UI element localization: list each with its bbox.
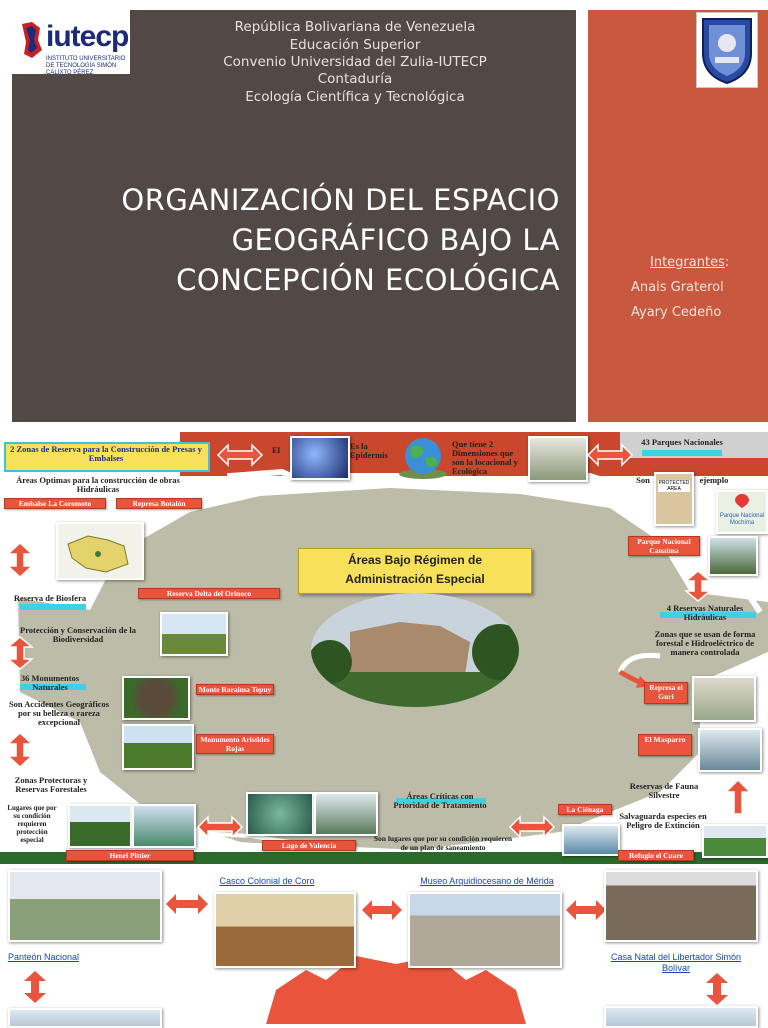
roraima-photo <box>122 676 190 720</box>
member-1: Anais Graterol <box>631 280 724 295</box>
slide-title <box>0 0 768 430</box>
embalse-tag: Embalse La Coromoto <box>4 498 106 509</box>
header-line-4: Contaduría <box>317 71 393 87</box>
valencia-photo-2 <box>314 792 378 836</box>
cienaga-photo <box>562 824 620 856</box>
areas-optimas-label: Áreas Optimas para la construcción de obras Hidráulicas <box>16 475 180 494</box>
double-arrow-icon <box>564 898 608 922</box>
aristides-tag: Monumento Aristides Rojas <box>196 734 274 754</box>
earth-globe-icon <box>396 434 450 480</box>
cuare-tag: Refugio el Cuare <box>618 850 694 861</box>
map-label: Parque Nacional Mochima <box>719 513 765 526</box>
logo-subtext: INSTITUTO UNIVERSITARIO DE TECNOLOGÍA SIMÓN CALIXTO PÉREZ <box>46 56 126 76</box>
link-casco-coro[interactable]: Casco Colonial de Coro <box>219 876 315 886</box>
slide-mindmap <box>0 432 768 864</box>
el-label: El <box>271 445 281 455</box>
pittier-photo-1 <box>68 804 132 848</box>
panteon-photo <box>604 870 758 942</box>
title-line-1: ORGANIZACIÓN DEL ESPACIO <box>121 183 560 217</box>
reservas-hidraulicas-label: 4 Reservas Naturales Hidráulicas <box>666 603 744 622</box>
integrantes-heading <box>650 255 729 270</box>
vertical-double-arrow-icon <box>22 970 48 1004</box>
cienaga-tag: La Ciénaga <box>558 804 612 815</box>
logo-wordmark: iutecp <box>46 20 129 53</box>
sign-text: PROTECTED AREA <box>658 480 690 492</box>
zonas-protectoras-label: Zonas Protectoras y Reservas Forestales <box>14 775 88 794</box>
title-line-3: CONCEPCIÓN ECOLÓGICA <box>176 263 560 297</box>
title-line-2: GEOGRÁFICO BAJO LA <box>231 223 560 257</box>
map-icon <box>58 524 142 578</box>
casa-natal-photo <box>8 870 162 942</box>
header-line-3: Convenio Universidad del Zulia-IUTECP <box>223 54 487 70</box>
zonas-reserva-label: 2 Zonas de Reserva para la Construcción de Presas y Embalses <box>10 444 202 463</box>
zonas-uso-label: Zonas que se usan de forma forestal e Hidroeléctrico de manera controlada <box>654 629 756 657</box>
double-arrow-icon <box>196 814 244 840</box>
parques-highlight <box>642 450 722 456</box>
iutecp-logo-mark-icon <box>18 20 44 60</box>
masparro-photo <box>698 728 762 772</box>
aristides-photo <box>122 724 194 770</box>
delta-tag: Reserva Delta del Orinoco <box>138 588 280 599</box>
valencia-tag: Lago de Valencia <box>262 840 356 851</box>
corner-arrow-icon <box>724 778 752 816</box>
integrantes-colon: : <box>724 255 730 270</box>
vertical-double-arrow-icon <box>6 542 34 578</box>
guri-photo <box>692 676 756 722</box>
areas-criticas-label: Áreas Críticas con Prioridad de Tratamiento <box>393 791 487 810</box>
header-line-2: Educación Superior <box>289 37 421 53</box>
mochima-map <box>716 490 768 534</box>
slide-heritage <box>0 866 768 1024</box>
galaxy-photo <box>290 436 350 480</box>
monumentos-label: 36 Monumentos Naturales <box>20 673 80 692</box>
accidentes-label: Son Accidentes Geográficos por su belleza o rareza excepcional <box>8 699 110 727</box>
reserva-biosfera-label: Reserva de Biosfera <box>13 593 87 603</box>
casa-natal-line-1: Casa Natal del Libertador Simón <box>610 952 742 962</box>
iutecp-logo <box>12 10 130 74</box>
link-museo-merida[interactable]: Museo Arquidiocesano de Mérida <box>420 876 554 886</box>
venezuela-map-photo <box>56 522 144 580</box>
roraima-tag: Monte Roraima Tepuy <box>196 684 274 695</box>
ejemplo-label: ejemplo <box>699 475 729 485</box>
fauna-label: Reservas de Fauna Silvestre <box>629 781 699 800</box>
es-la-label: Es la Epidermis <box>350 441 388 460</box>
header-line-1: República Bolivariana de Venezuela <box>234 19 476 35</box>
member-2: Ayary Cedeño <box>631 305 722 320</box>
map-pin-icon <box>718 492 766 508</box>
landscape-photo <box>528 436 588 482</box>
center-title-box <box>298 548 532 594</box>
link-panteon[interactable]: Panteón Nacional <box>8 952 80 962</box>
university-seal <box>696 12 758 88</box>
coro-photo <box>214 892 356 968</box>
double-arrow-icon <box>360 898 404 922</box>
bottom-right-photo <box>604 1006 758 1028</box>
double-arrow-icon <box>586 442 634 468</box>
center-title-line-2: Administración Especial <box>345 572 485 586</box>
bottom-left-photo <box>8 1008 162 1028</box>
lugares-label: Lugares que por su condición requieren protección especial <box>7 804 57 844</box>
cuare-photo <box>702 824 768 858</box>
valencia-photo-1 <box>246 792 314 836</box>
canaima-photo <box>708 536 758 576</box>
masparro-tag: El Masparro <box>638 734 692 756</box>
guri-tag: Represa el Guri <box>644 682 688 704</box>
double-arrow-icon <box>508 814 556 840</box>
que-tiene-label: Que tiene 2 Dimensiones que son la locacional y Ecológica <box>452 439 518 476</box>
saneamiento-label: Son lugares que por su condición requieren de un plan de saneamiento <box>373 834 513 852</box>
double-arrow-icon <box>164 892 210 916</box>
canaima-tag: Parque Nacional Canaima <box>628 536 700 556</box>
header-line-5: Ecología Científica y Tecnológica <box>245 89 465 105</box>
pittier-tag: Henri Pittier <box>66 850 194 861</box>
proteccion-label: Protección y Conservación de la Biodiversidad <box>20 625 136 644</box>
merida-photo <box>408 892 562 968</box>
pittier-photo-2 <box>132 804 196 848</box>
protected-area-sign <box>654 472 694 526</box>
tepuy-photo <box>310 592 520 708</box>
vertical-double-arrow-icon <box>684 570 712 602</box>
vertical-double-arrow-icon <box>704 972 730 1006</box>
parques-label: 43 Parques Nacionales <box>641 437 723 447</box>
integrantes-label: Integrantes <box>650 255 725 270</box>
page-title <box>100 180 560 300</box>
shield-icon <box>697 13 757 87</box>
salvaguarda-label: Salvaguarda especies en Peligro de Extinción <box>619 811 707 830</box>
delta-photo <box>160 612 228 656</box>
vertical-double-arrow-icon <box>6 732 34 768</box>
biosfera-highlight <box>20 604 86 610</box>
center-title-line-1: Áreas Bajo Régimen de <box>347 553 483 567</box>
double-arrow-icon <box>216 442 264 468</box>
represa-tag: Represa Botalón <box>116 498 202 509</box>
vertical-double-arrow-icon <box>6 636 34 670</box>
casa-natal-line-2: Bolívar <box>661 963 690 973</box>
link-casa-natal[interactable] <box>596 952 756 974</box>
son-label: Son <box>636 475 650 485</box>
